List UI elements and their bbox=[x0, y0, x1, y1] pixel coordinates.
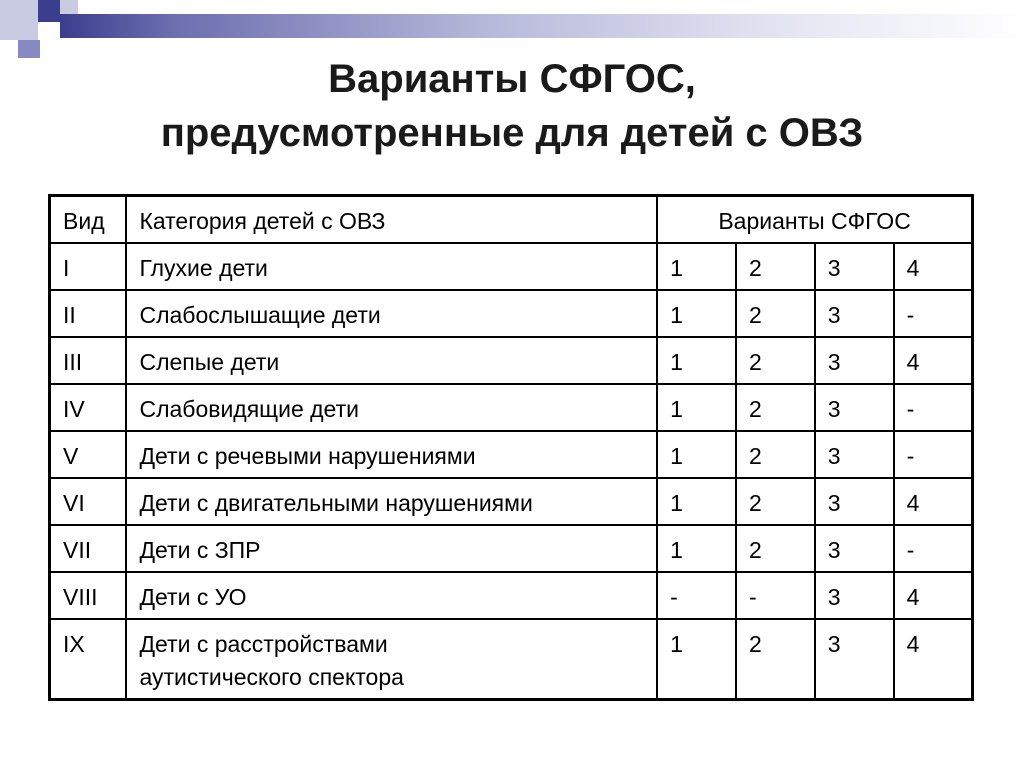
title-line-1: Варианты СФГОС, bbox=[328, 57, 696, 101]
cell-category: Слепые дети bbox=[126, 337, 657, 384]
cell-variant-3: 3 bbox=[815, 525, 894, 572]
cell-variant-2: - bbox=[736, 572, 815, 619]
cell-variant-4: 4 bbox=[894, 572, 973, 619]
cell-vid: IX bbox=[50, 619, 127, 700]
cell-vid: VI bbox=[50, 478, 127, 525]
cell-variant-3: 3 bbox=[815, 290, 894, 337]
cell-variant-1: 1 bbox=[657, 619, 736, 700]
cell-variant-3: 3 bbox=[815, 337, 894, 384]
table-row bbox=[50, 384, 973, 431]
table-row bbox=[50, 619, 973, 700]
cell-variant-2: 2 bbox=[736, 243, 815, 290]
cell-variant-2: 2 bbox=[736, 431, 815, 478]
cell-variant-1: 1 bbox=[657, 525, 736, 572]
cell-variant-4: 4 bbox=[894, 337, 973, 384]
table-row bbox=[50, 478, 973, 525]
cell-variant-4: - bbox=[894, 525, 973, 572]
cell-variant-2: 2 bbox=[736, 478, 815, 525]
decor-square bbox=[40, 22, 60, 40]
cell-variant-3: 3 bbox=[815, 243, 894, 290]
cell-category: Слабослышащие дети bbox=[126, 290, 657, 337]
cell-vid: V bbox=[50, 431, 127, 478]
table-row bbox=[50, 431, 973, 478]
cell-vid: II bbox=[50, 290, 127, 337]
cell-variant-3: 3 bbox=[815, 384, 894, 431]
cell-category-line-1: Дети с расстройствами bbox=[139, 631, 388, 657]
decorative-header-graphic bbox=[0, 0, 1024, 60]
cell-variant-4: - bbox=[894, 431, 973, 478]
cell-variant-4: 4 bbox=[894, 243, 973, 290]
cell-variant-2: 2 bbox=[736, 290, 815, 337]
cell-variant-4: 4 bbox=[894, 478, 973, 525]
cell-category: Дети с речевыми нарушениями bbox=[126, 431, 657, 478]
cell-variant-2: 2 bbox=[736, 384, 815, 431]
cell-vid: III bbox=[50, 337, 127, 384]
decor-square bbox=[0, 0, 38, 40]
cell-variant-4: - bbox=[894, 290, 973, 337]
cell-variant-3: 3 bbox=[815, 619, 894, 700]
header-variants: Варианты СФГОС bbox=[657, 196, 972, 244]
table-row bbox=[50, 290, 973, 337]
cell-category-line-2: аутистического спектора bbox=[139, 664, 404, 690]
decor-square bbox=[38, 0, 60, 22]
variants-table bbox=[48, 194, 974, 701]
cell-category: Глухие дети bbox=[126, 243, 657, 290]
table-row bbox=[50, 243, 973, 290]
slide-title bbox=[0, 52, 1024, 160]
cell-variant-2: 2 bbox=[736, 525, 815, 572]
cell-variant-1: 1 bbox=[657, 384, 736, 431]
table-row bbox=[50, 337, 973, 384]
cell-variant-4: - bbox=[894, 384, 973, 431]
cell-variant-1: 1 bbox=[657, 290, 736, 337]
cell-variant-1: - bbox=[657, 572, 736, 619]
cell-category bbox=[126, 619, 657, 700]
cell-vid: I bbox=[50, 243, 127, 290]
cell-category: Дети с двигательными нарушениями bbox=[126, 478, 657, 525]
header-category: Категория детей с ОВЗ bbox=[126, 196, 657, 244]
cell-vid: IV bbox=[50, 384, 127, 431]
cell-variant-3: 3 bbox=[815, 431, 894, 478]
cell-variant-2: 2 bbox=[736, 619, 815, 700]
cell-variant-1: 1 bbox=[657, 478, 736, 525]
cell-vid: VII bbox=[50, 525, 127, 572]
header-vid: Вид bbox=[50, 196, 127, 244]
table-header-row bbox=[50, 196, 973, 244]
cell-variant-1: 1 bbox=[657, 337, 736, 384]
cell-variant-4: 4 bbox=[894, 619, 973, 700]
cell-variant-3: 3 bbox=[815, 478, 894, 525]
cell-category: Дети с УО bbox=[126, 572, 657, 619]
cell-variant-1: 1 bbox=[657, 431, 736, 478]
cell-category: Слабовидящие дети bbox=[126, 384, 657, 431]
cell-category: Дети с ЗПР bbox=[126, 525, 657, 572]
cell-variant-1: 1 bbox=[657, 243, 736, 290]
cell-variant-3: 3 bbox=[815, 572, 894, 619]
title-line-2: предусмотренные для детей с ОВЗ bbox=[160, 111, 864, 155]
decor-gradient-bar bbox=[60, 14, 1024, 38]
table-row bbox=[50, 525, 973, 572]
table-row bbox=[50, 572, 973, 619]
cell-vid: VIII bbox=[50, 572, 127, 619]
cell-variant-2: 2 bbox=[736, 337, 815, 384]
